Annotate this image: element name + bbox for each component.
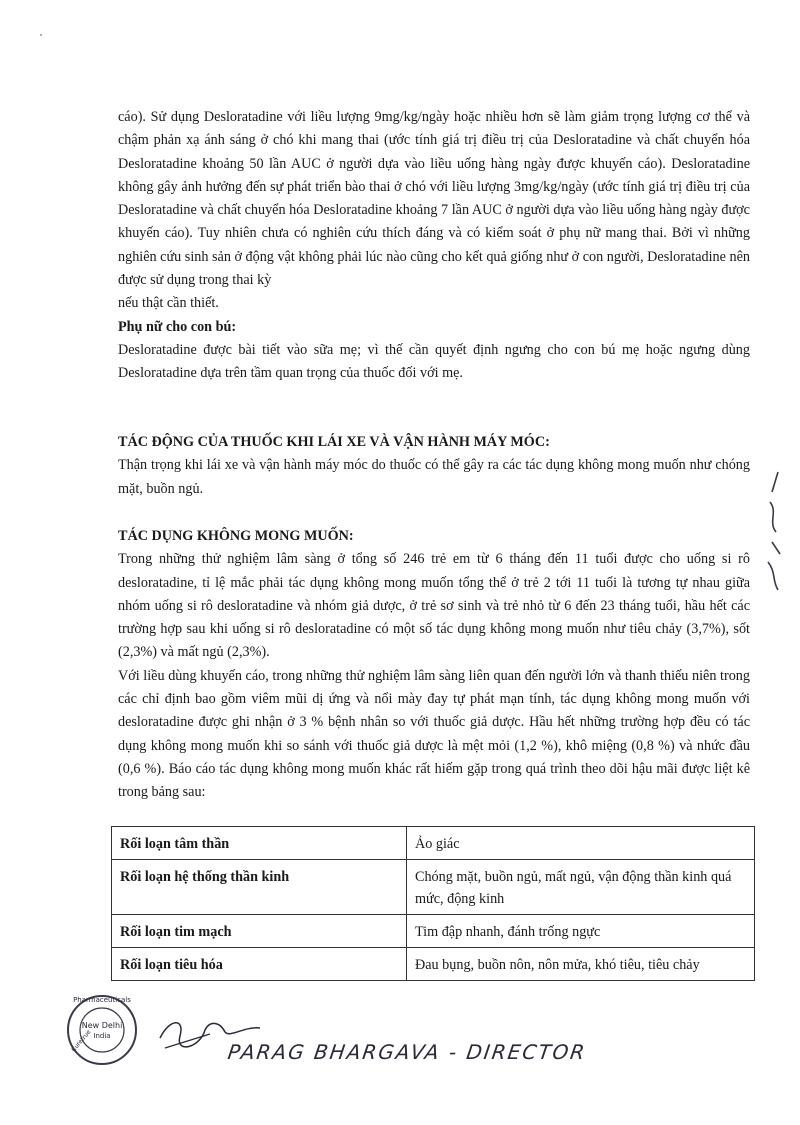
svg-text:Curetrue: Curetrue <box>70 1028 93 1054</box>
side-effects-heading: TÁC DỤNG KHÔNG MONG MUỐN: <box>118 528 354 544</box>
table-row <box>112 915 755 948</box>
driving-heading: TÁC ĐỘNG CỦA THUỐC KHI LÁI XE VÀ VẬN HÀNH MÁY MÓC: <box>118 434 550 450</box>
adverse-effects-table <box>111 826 755 981</box>
table-row <box>112 948 755 981</box>
pregnancy-paragraph: cáo). Sử dụng Desloratadine với liều lượng 9mg/kg/ngày hoặc nhiều hơn sẽ làm giảm trọng lượng cơ thể và chậm phản xạ ánh sáng ở chó khi mang thai (ước tính giá trị điều trị của Desloratadine và chất chuyển hóa Desloratadine khoảng 50 lần AUC ở người dựa vào liều uống hàng ngày được khuyến cáo). Desloratadine không gây ảnh hưởng đến sự phát triển bào thai ở chó với liều lượng 3mg/kg/ngày (ước tính giá trị điều trị của Desloratadine và chất chuyển hóa Desloratadine khoảng 7 lần AUC ở người dựa vào liều uống hàng ngày được khuyến cáo). Tuy nhiên chưa có nghiên cứu thích đáng và có kiểm soát ở phụ nữ mang thai. Bởi vì những nghiên cứu sinh sản ở động vật không phải lúc nào cũng cho kết quả giống như ở con người, Desloratadine nên được sử dụng trong thai kỳ <box>118 109 750 289</box>
table-cell-category: Rối loạn tim mạch <box>112 915 407 948</box>
side-effects-section <box>118 525 750 805</box>
table-row <box>112 827 755 860</box>
table-cell-effects: Đau bụng, buồn nôn, nôn mửa, khó tiêu, tiêu chảy <box>407 948 755 981</box>
director-signature: PARAG BHARGAVA - DIRECTOR <box>226 1040 588 1064</box>
table-cell-category: Rối loạn tiêu hóa <box>112 948 407 981</box>
driving-section <box>118 431 750 501</box>
svg-text:Pharmaceuticals: Pharmaceuticals <box>73 996 131 1004</box>
company-seal <box>62 990 142 1070</box>
side-effects-paragraph-2: Với liều dùng khuyến cáo, trong những thử nghiệm lâm sàng liên quan đến người lớn và thanh thiếu niên trong các chỉ định bao gồm viêm mũi dị ứng và nổi mày đay tự phát mạn tính, tác dụng không mong muốn với desloratadine được ghi nhận ở 3 % bệnh nhân so với thuốc giả dược. Hầu hết những trường hợp đều có tác dụng không mong muốn khi so sánh với thuốc giả dược là mệt mỏi (1,2 %), khô miệng (0,8 %) và nhức đầu (0,6 %). Báo cáo tác dụng không mong muốn khác rất hiếm gặp trong quá trình theo dõi hậu mãi được liệt kê trong bảng sau: <box>118 667 750 801</box>
driving-text: Thận trọng khi lái xe và vận hành máy móc do thuốc có thể gây ra các tác dụng không mong muốn như chóng mặt, buồn ngủ. <box>118 457 750 497</box>
table-row <box>112 860 755 915</box>
table-cell-effects: Chóng mặt, buồn ngủ, mất ngủ, vận động thần kinh quá mức, động kinh <box>407 860 755 915</box>
svg-text:New Delhi: New Delhi <box>81 1021 123 1030</box>
table-cell-category: Rối loạn hệ thống thần kinh <box>112 860 407 915</box>
svg-text:India: India <box>93 1032 111 1040</box>
table-cell-effects: Ảo giác <box>407 827 755 860</box>
side-effects-paragraph-1: Trong những thử nghiệm lâm sàng ở tổng số 246 trẻ em từ 6 tháng đến 11 tuổi được cho uống si rô desloratadine, tỉ lệ mắc phải tác dụng không mong muốn tổng thể ở trẻ 2 tới 11 tuổi là tương tự nhau giữa nhóm uống si rô desloratadine và nhóm giả dược, ở trẻ sơ sinh và trẻ nhỏ từ 6 đến 23 tháng tuổi, hầu hết các trường hợp sau khi uống si rô desloratadine có một số tác dụng không mong muốn như tiêu chảy (3,7%), sốt (2,3%) và mất ngủ (2,3%). <box>118 551 750 661</box>
table-cell-category: Rối loạn tâm thần <box>112 827 407 860</box>
margin-handwriting <box>758 462 792 602</box>
pregnancy-paragraph-end: nếu thật cần thiết. <box>118 295 219 312</box>
scan-speck <box>40 34 42 36</box>
table-cell-effects: Tim đập nhanh, đánh trống ngực <box>407 915 755 948</box>
pregnancy-section <box>118 106 750 386</box>
breastfeeding-heading: Phụ nữ cho con bú: <box>118 318 237 335</box>
breastfeeding-text: Desloratadine được bài tiết vào sữa mẹ; vì thế cần quyết định ngưng cho con bú mẹ hoặc ngưng dùng Desloratadine dựa trên tầm quan trọng của thuốc đối với mẹ. <box>118 341 750 382</box>
